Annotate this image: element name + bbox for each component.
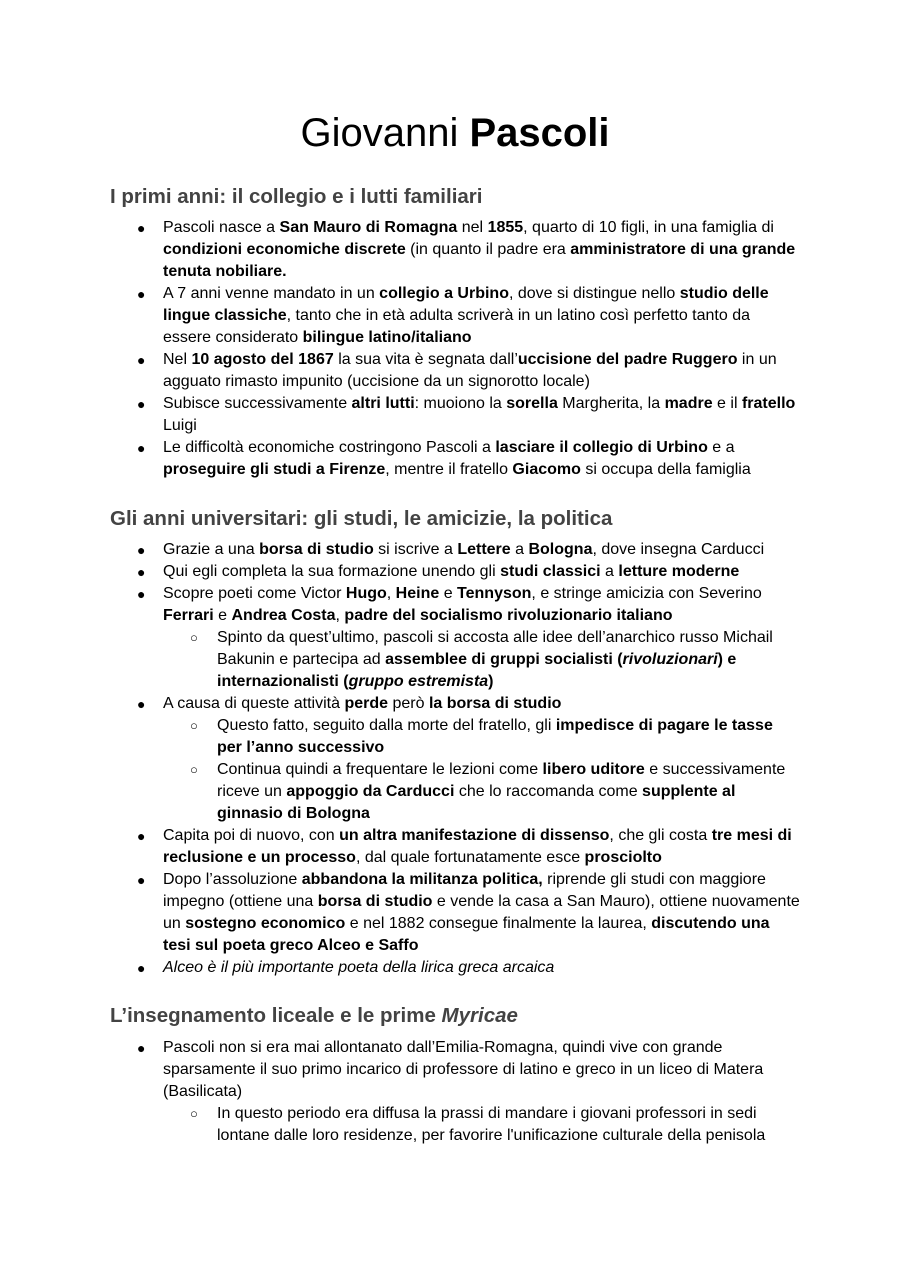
bullet-icon: ● <box>137 440 146 456</box>
bullet-icon: ● <box>137 220 146 236</box>
bullet-icon: ● <box>137 872 146 888</box>
bullet-icon: ● <box>137 542 146 558</box>
text-run: e successivamente riceve un <box>217 761 786 800</box>
bullet-icon: ● <box>137 286 146 302</box>
text-run: , e stringe amicizia con Severino <box>531 585 762 602</box>
text-run: Pascoli nasce a <box>163 219 280 236</box>
text-run: Bologna <box>528 541 593 558</box>
text-run: Nel <box>163 351 192 368</box>
text-run: Andrea Costa <box>231 607 336 624</box>
text-run: Subisce successivamente <box>163 395 352 412</box>
text-run: Dopo l’assoluzione <box>163 871 302 888</box>
section-list <box>110 1037 800 1147</box>
text-run: si iscrive a <box>373 541 458 558</box>
list-item <box>110 283 800 349</box>
text-run: , che gli costa <box>609 827 712 844</box>
text-run: A causa di queste attività <box>163 695 345 712</box>
list-item <box>110 583 800 627</box>
text-run: Giacomo <box>512 461 581 478</box>
text-run: a <box>600 563 619 580</box>
text-run: Questo fatto, seguito dalla morte del fratello, gli <box>217 717 556 734</box>
text-run: impedisce di pagare le tasse per l’anno successivo <box>217 717 773 756</box>
text-run: , <box>335 607 345 624</box>
text-run: collegio a Urbino <box>379 285 509 302</box>
text-run: Lettere <box>457 541 511 558</box>
section-list <box>110 539 800 979</box>
text-run: Continua quindi a frequentare le lezioni come <box>217 761 543 778</box>
text-run: la borsa di studio <box>428 695 562 712</box>
text-run: , <box>386 585 396 602</box>
text-run: sorella <box>506 395 558 412</box>
text-run: San Mauro di Romagna <box>279 219 458 236</box>
list-item <box>110 1037 800 1103</box>
text-run: lasciare il collegio di Urbino <box>495 439 708 456</box>
text-run: , dal quale fortunatamente esce <box>355 849 585 866</box>
text-run: supplente al ginnasio di Bologna <box>217 783 736 822</box>
text-run: fratello <box>741 395 796 412</box>
text-run: proseguire gli studi a Firenze <box>163 461 386 478</box>
bullet-icon: ● <box>137 352 146 368</box>
text-run: e il <box>712 395 742 412</box>
hollow-bullet-icon: ○ <box>190 630 198 645</box>
text-run: gruppo estremista <box>348 673 489 690</box>
text-run: tre mesi di reclusione e un processo <box>163 827 792 866</box>
bullet-icon: ● <box>137 1040 146 1056</box>
text-run: perde <box>344 695 389 712</box>
text-run: però <box>388 695 429 712</box>
text-run: abbandona la militanza politica, <box>301 871 543 888</box>
text-run: , dove si distingue nello <box>508 285 680 302</box>
text-run: e <box>439 585 458 602</box>
text-run: e vende la casa a San Mauro), ottiene nuovamente un <box>163 893 800 932</box>
text-run: , quarto di 10 figli, in una famiglia di <box>523 219 774 236</box>
text-run: padre del socialismo rivoluzionario italiano <box>344 607 673 624</box>
hollow-bullet-icon: ○ <box>190 762 198 777</box>
text-run: 10 agosto del 1867 <box>191 351 334 368</box>
text-run: a <box>510 541 529 558</box>
text-run: in un agguato rimasto impunito (uccisione da un signorotto locale) <box>163 351 777 390</box>
text-run: Alceo è il più importante poeta della lirica greca arcaica <box>163 959 555 976</box>
text-run: appoggio da Carducci <box>286 783 455 800</box>
list-item <box>110 957 800 979</box>
text-run: Hugo <box>345 585 387 602</box>
list-item <box>110 825 800 869</box>
text-run: Pascoli non si era mai allontanato dall’Emilia-Romagna, quindi vive con grande sparsamente il suo primo incarico di professore di latino e greco in un liceo di Matera (Basilicata) <box>163 1039 764 1100</box>
text-run: Capita poi di nuovo, con <box>163 827 340 844</box>
list-item <box>110 393 800 437</box>
text-run: Luigi <box>163 417 197 434</box>
text-run: ) e internazionalisti ( <box>217 651 737 690</box>
text-run: Spinto da quest’ultimo, pascoli si accosta alle idee dell’anarchico russo Michail Bakunin e partecipa ad <box>217 629 773 668</box>
text-run: Scopre poeti come Victor <box>163 585 346 602</box>
bullet-icon: ● <box>137 586 146 602</box>
section-heading: L’insegnamento liceale e le prime Myricae <box>110 1004 518 1027</box>
list-item <box>110 693 800 715</box>
text-run: Margherita, la <box>557 395 665 412</box>
text-run: condizioni economiche discrete <box>163 241 406 258</box>
list-item <box>110 349 800 393</box>
sub-list-item <box>110 1103 800 1147</box>
hollow-bullet-icon: ○ <box>190 1106 198 1121</box>
text-run: e nel 1882 consegue finalmente la laurea, <box>345 915 652 932</box>
text-run: prosciolto <box>584 849 662 866</box>
text-run: riprende gli studi con maggiore impegno (ottiene una <box>163 871 766 910</box>
text-run: nel <box>457 219 488 236</box>
text-run: che lo raccomanda come <box>454 783 643 800</box>
bullet-icon: ● <box>137 564 146 580</box>
text-run: A 7 anni venne mandato in un <box>163 285 380 302</box>
list-item <box>110 539 800 561</box>
text-run: bilingue latino/italiano <box>302 329 472 346</box>
text-run: Le difficoltà economiche costringono Pascoli a <box>163 439 496 456</box>
text-run: letture moderne <box>618 563 740 580</box>
text-run: In questo periodo era diffusa la prassi di mandare i giovani professori in sedi lontane dalle loro residenze, per favorire l'unificazione culturale della penisola <box>217 1105 766 1144</box>
text-run: Heine <box>395 585 440 602</box>
text-run: (in quanto il padre era <box>405 241 571 258</box>
text-run: e a <box>707 439 735 456</box>
text-run: Qui egli completa la sua formazione unendo gli <box>163 563 501 580</box>
bullet-icon: ● <box>137 960 146 976</box>
text-run: altri lutti <box>351 395 415 412</box>
text-run: 1855 <box>487 219 524 236</box>
bullet-icon: ● <box>137 696 146 712</box>
sub-list-item <box>110 627 800 693</box>
sub-list-item <box>110 759 800 825</box>
bullet-icon: ● <box>137 396 146 412</box>
text-run: , dove insegna Carducci <box>592 541 765 558</box>
text-run: Ferrari <box>163 607 214 624</box>
list-item <box>110 437 800 481</box>
section-list <box>110 217 800 481</box>
text-run: la sua vita è segnata dall’ <box>333 351 518 368</box>
text-run: madre <box>664 395 713 412</box>
text-run: sostegno economico <box>185 915 346 932</box>
section-heading: I primi anni: il collegio e i lutti familiari <box>110 185 483 208</box>
text-run: , tanto che in età adulta scriverà in un latino così perfetto tanto da essere considerato <box>163 307 751 346</box>
text-run: uccisione del padre Ruggero <box>517 351 738 368</box>
text-run: si occupa della famiglia <box>580 461 751 478</box>
text-run: un altra manifestazione di dissenso <box>339 827 610 844</box>
list-item <box>110 561 800 583</box>
text-run: borsa di studio <box>259 541 374 558</box>
text-run: rivoluzionari <box>622 651 718 668</box>
text-run: assemblee di gruppi socialisti ( <box>385 651 623 668</box>
list-item <box>110 869 800 957</box>
text-run: studio delle lingue classiche <box>163 285 769 324</box>
text-run: ) <box>488 673 494 690</box>
text-run: Tennyson <box>457 585 532 602</box>
hollow-bullet-icon: ○ <box>190 718 198 733</box>
document-title: Giovanni Pascoli <box>300 111 610 155</box>
text-run: discutendo una tesi sul poeta greco Alceo e Saffo <box>163 915 770 954</box>
text-run: Grazie a una <box>163 541 260 558</box>
text-run: borsa di studio <box>317 893 433 910</box>
bullet-icon: ● <box>137 828 146 844</box>
section-heading: Gli anni universitari: gli studi, le amicizie, la politica <box>110 507 613 530</box>
text-run: , mentre il fratello <box>385 461 513 478</box>
text-run: amministratore di una grande tenuta nobiliare. <box>163 241 796 280</box>
sub-list-item <box>110 715 800 759</box>
text-run: libero uditore <box>542 761 645 778</box>
text-run: studi classici <box>500 563 601 580</box>
list-item <box>110 217 800 283</box>
text-run: e <box>213 607 232 624</box>
text-run: : muoiono la <box>414 395 507 412</box>
